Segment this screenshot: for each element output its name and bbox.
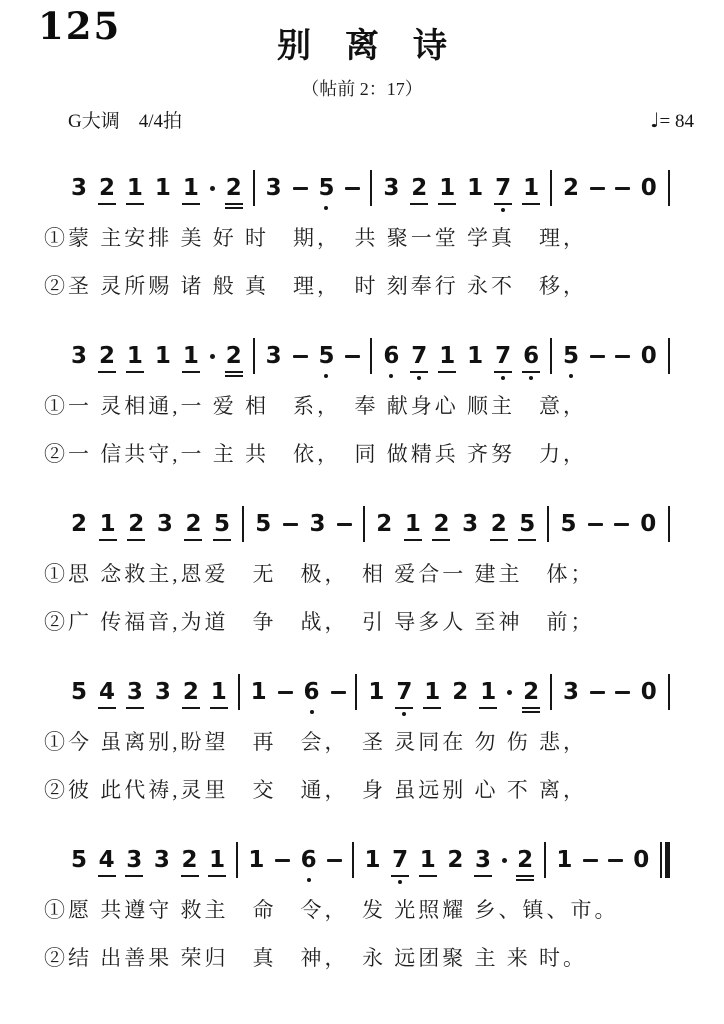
music-system-1 — [0, 166, 724, 300]
held-beat-dash — [615, 355, 630, 358]
held-beat-dash — [293, 187, 308, 190]
note-3: 3 — [265, 342, 282, 369]
note-4: 4 — [98, 846, 115, 873]
held-beat-dash — [615, 691, 630, 694]
note-5: 5 — [562, 345, 580, 368]
note-2: 2 — [523, 678, 540, 705]
lyric-line-verse-2: ②圣 灵所赐 诸 般 真 理， 时 刻奉行 永不 移， — [44, 274, 587, 298]
note-0: 0 — [640, 342, 657, 369]
notation-line — [70, 502, 670, 546]
barline — [668, 674, 670, 710]
barline — [253, 170, 255, 206]
note-3: 3 — [153, 846, 170, 873]
note-1: 1 — [523, 174, 540, 201]
note-2: 2 — [452, 678, 469, 705]
note-7: 7 — [410, 345, 428, 368]
key-and-time-signature: G大调 4/4拍 — [68, 111, 183, 132]
note-3: 3 — [71, 174, 88, 201]
hymn-number: 125 — [38, 4, 122, 48]
music-system-4 — [0, 670, 724, 804]
barline — [550, 170, 552, 206]
final-barline — [660, 842, 670, 878]
held-beat-dash — [590, 691, 605, 694]
note-6: 6 — [522, 345, 540, 368]
barline — [370, 170, 372, 206]
notation-line — [70, 334, 670, 378]
held-beat-dash — [337, 523, 352, 526]
note-3: 3 — [126, 846, 143, 873]
note-5: 5 — [317, 345, 335, 368]
note-3: 3 — [156, 510, 173, 537]
barline — [242, 506, 244, 542]
note-3: 3 — [383, 174, 400, 201]
note-5: 5 — [255, 510, 272, 537]
augmentation-dot — [502, 858, 507, 863]
held-beat-dash — [283, 523, 298, 526]
low-octave-dot — [398, 880, 402, 884]
note-3: 3 — [309, 510, 326, 537]
barline — [550, 674, 552, 710]
note-7: 7 — [494, 177, 512, 200]
note-2: 2 — [376, 510, 393, 537]
low-octave-dot — [324, 206, 328, 210]
tempo-value: = 84 — [659, 111, 694, 132]
held-beat-dash — [608, 859, 623, 862]
note-2: 2 — [562, 174, 579, 201]
note-1: 1 — [439, 174, 456, 201]
quarter-note-icon: ♩ — [650, 108, 660, 132]
low-octave-dot — [529, 376, 533, 380]
note-2: 2 — [447, 846, 464, 873]
barline — [355, 674, 357, 710]
note-1: 1 — [480, 678, 497, 705]
note-1: 1 — [364, 846, 381, 873]
note-2: 2 — [182, 678, 199, 705]
low-octave-dot — [389, 374, 393, 378]
low-octave-dot — [402, 712, 406, 716]
note-1: 1 — [182, 342, 199, 369]
note-2: 2 — [98, 342, 115, 369]
note-3: 3 — [462, 510, 479, 537]
note-2: 2 — [517, 846, 534, 873]
note-3: 3 — [71, 342, 88, 369]
note-6: 6 — [303, 681, 321, 704]
note-1: 1 — [467, 342, 484, 369]
note-2: 2 — [71, 510, 88, 537]
held-beat-dash — [293, 355, 308, 358]
lyric-line-verse-1: ①愿 共遵守 救主 命 令， 发 光照耀 乡、镇、市。 — [44, 898, 619, 922]
barline — [253, 338, 255, 374]
held-beat-dash — [590, 187, 605, 190]
note-0: 0 — [640, 678, 657, 705]
held-beat-dash — [327, 859, 342, 862]
barline — [363, 506, 365, 542]
held-beat-dash — [345, 187, 360, 190]
note-6: 6 — [300, 849, 318, 872]
held-beat-dash — [345, 355, 360, 358]
music-system-2 — [0, 334, 724, 468]
note-1: 1 — [467, 174, 484, 201]
note-0: 0 — [640, 174, 657, 201]
barline — [668, 506, 670, 542]
note-2: 2 — [98, 174, 115, 201]
music-system-5 — [0, 838, 724, 972]
augmentation-dot — [210, 354, 215, 359]
held-beat-dash — [590, 355, 605, 358]
note-5: 5 — [560, 510, 577, 537]
note-1: 1 — [248, 846, 265, 873]
note-3: 3 — [474, 846, 491, 873]
note-5: 5 — [317, 177, 335, 200]
low-octave-dot — [569, 374, 573, 378]
held-beat-dash — [588, 523, 603, 526]
lyric-line-verse-2: ②彼 此代祷,灵里 交 通， 身 虽远别 心 不 离， — [44, 778, 587, 802]
note-2: 2 — [181, 846, 198, 873]
note-1: 1 — [209, 846, 226, 873]
note-4: 4 — [98, 678, 115, 705]
barline — [544, 842, 546, 878]
note-3: 3 — [562, 678, 579, 705]
scripture-reference: （帖前 2：17） — [301, 79, 423, 99]
note-7: 7 — [391, 849, 409, 872]
note-2: 2 — [225, 342, 242, 369]
note-2: 2 — [185, 510, 202, 537]
low-octave-dot — [307, 878, 311, 882]
music-systems — [0, 166, 724, 972]
note-3: 3 — [126, 678, 143, 705]
note-5: 5 — [214, 510, 231, 537]
lyric-line-verse-1: ①今 虽离别,盼望 再 会， 圣 灵同在 勿 伤 悲， — [44, 730, 587, 754]
held-beat-dash — [583, 859, 598, 862]
barline — [238, 674, 240, 710]
hymn-title: 别 离 诗 — [277, 28, 447, 65]
augmentation-dot — [210, 186, 215, 191]
note-7: 7 — [494, 345, 512, 368]
barline — [236, 842, 238, 878]
held-beat-dash — [331, 691, 346, 694]
meta-row — [0, 108, 724, 134]
note-1: 1 — [210, 678, 227, 705]
barline — [668, 338, 670, 374]
barline — [370, 338, 372, 374]
low-octave-dot — [501, 376, 505, 380]
note-5: 5 — [71, 678, 88, 705]
low-octave-dot — [310, 710, 314, 714]
note-2: 2 — [433, 510, 450, 537]
low-octave-dot — [501, 208, 505, 212]
note-1: 1 — [99, 510, 116, 537]
barline — [352, 842, 354, 878]
low-octave-dot — [324, 374, 328, 378]
barline — [547, 506, 549, 542]
held-beat-dash — [615, 187, 630, 190]
lyric-line-verse-2: ②广 传福音,为道 争 战， 引 导多人 至神 前； — [44, 610, 595, 634]
note-1: 1 — [126, 174, 143, 201]
augmentation-dot — [507, 690, 512, 695]
note-2: 2 — [225, 174, 242, 201]
notation-line — [70, 838, 670, 882]
note-2: 2 — [128, 510, 145, 537]
note-1: 1 — [404, 510, 421, 537]
notation-line — [70, 166, 670, 210]
lyric-line-verse-1: ①一 灵相通,一 爱 相 系， 奉 献身心 顺主 意， — [44, 394, 587, 418]
note-3: 3 — [154, 678, 171, 705]
note-0: 0 — [633, 846, 650, 873]
tempo-marking — [650, 108, 694, 134]
lyric-line-verse-1: ①思 念救主,恩爱 无 极， 相 爱合一 建主 体； — [44, 562, 595, 586]
note-1: 1 — [424, 678, 441, 705]
lyric-line-verse-2: ②一 信共守,一 主 共 依， 同 做精兵 齐努 力， — [44, 442, 587, 466]
barline — [550, 338, 552, 374]
note-1: 1 — [154, 174, 171, 201]
note-1: 1 — [368, 678, 385, 705]
held-beat-dash — [275, 859, 290, 862]
note-1: 1 — [556, 846, 573, 873]
note-0: 0 — [640, 510, 657, 537]
held-beat-dash — [614, 523, 629, 526]
note-6: 6 — [382, 345, 400, 368]
note-1: 1 — [154, 342, 171, 369]
note-7: 7 — [395, 681, 413, 704]
low-octave-dot — [417, 376, 421, 380]
notation-line — [70, 670, 670, 714]
note-3: 3 — [265, 174, 282, 201]
lyric-line-verse-2: ②结 出善果 荣归 真 神， 永 远团聚 主 来 时。 — [44, 946, 587, 970]
note-2: 2 — [411, 174, 428, 201]
barline — [668, 170, 670, 206]
note-1: 1 — [182, 174, 199, 201]
note-5: 5 — [71, 846, 88, 873]
lyric-line-verse-1: ①蒙 主安排 美 好 时 期， 共 聚一堂 学真 理， — [44, 226, 587, 250]
note-1: 1 — [126, 342, 143, 369]
music-system-3 — [0, 502, 724, 636]
note-2: 2 — [490, 510, 507, 537]
note-1: 1 — [419, 846, 436, 873]
held-beat-dash — [278, 691, 293, 694]
final-barline-thin — [660, 842, 662, 878]
final-barline-thick — [665, 842, 670, 878]
note-1: 1 — [439, 342, 456, 369]
note-1: 1 — [250, 678, 267, 705]
note-5: 5 — [519, 510, 536, 537]
